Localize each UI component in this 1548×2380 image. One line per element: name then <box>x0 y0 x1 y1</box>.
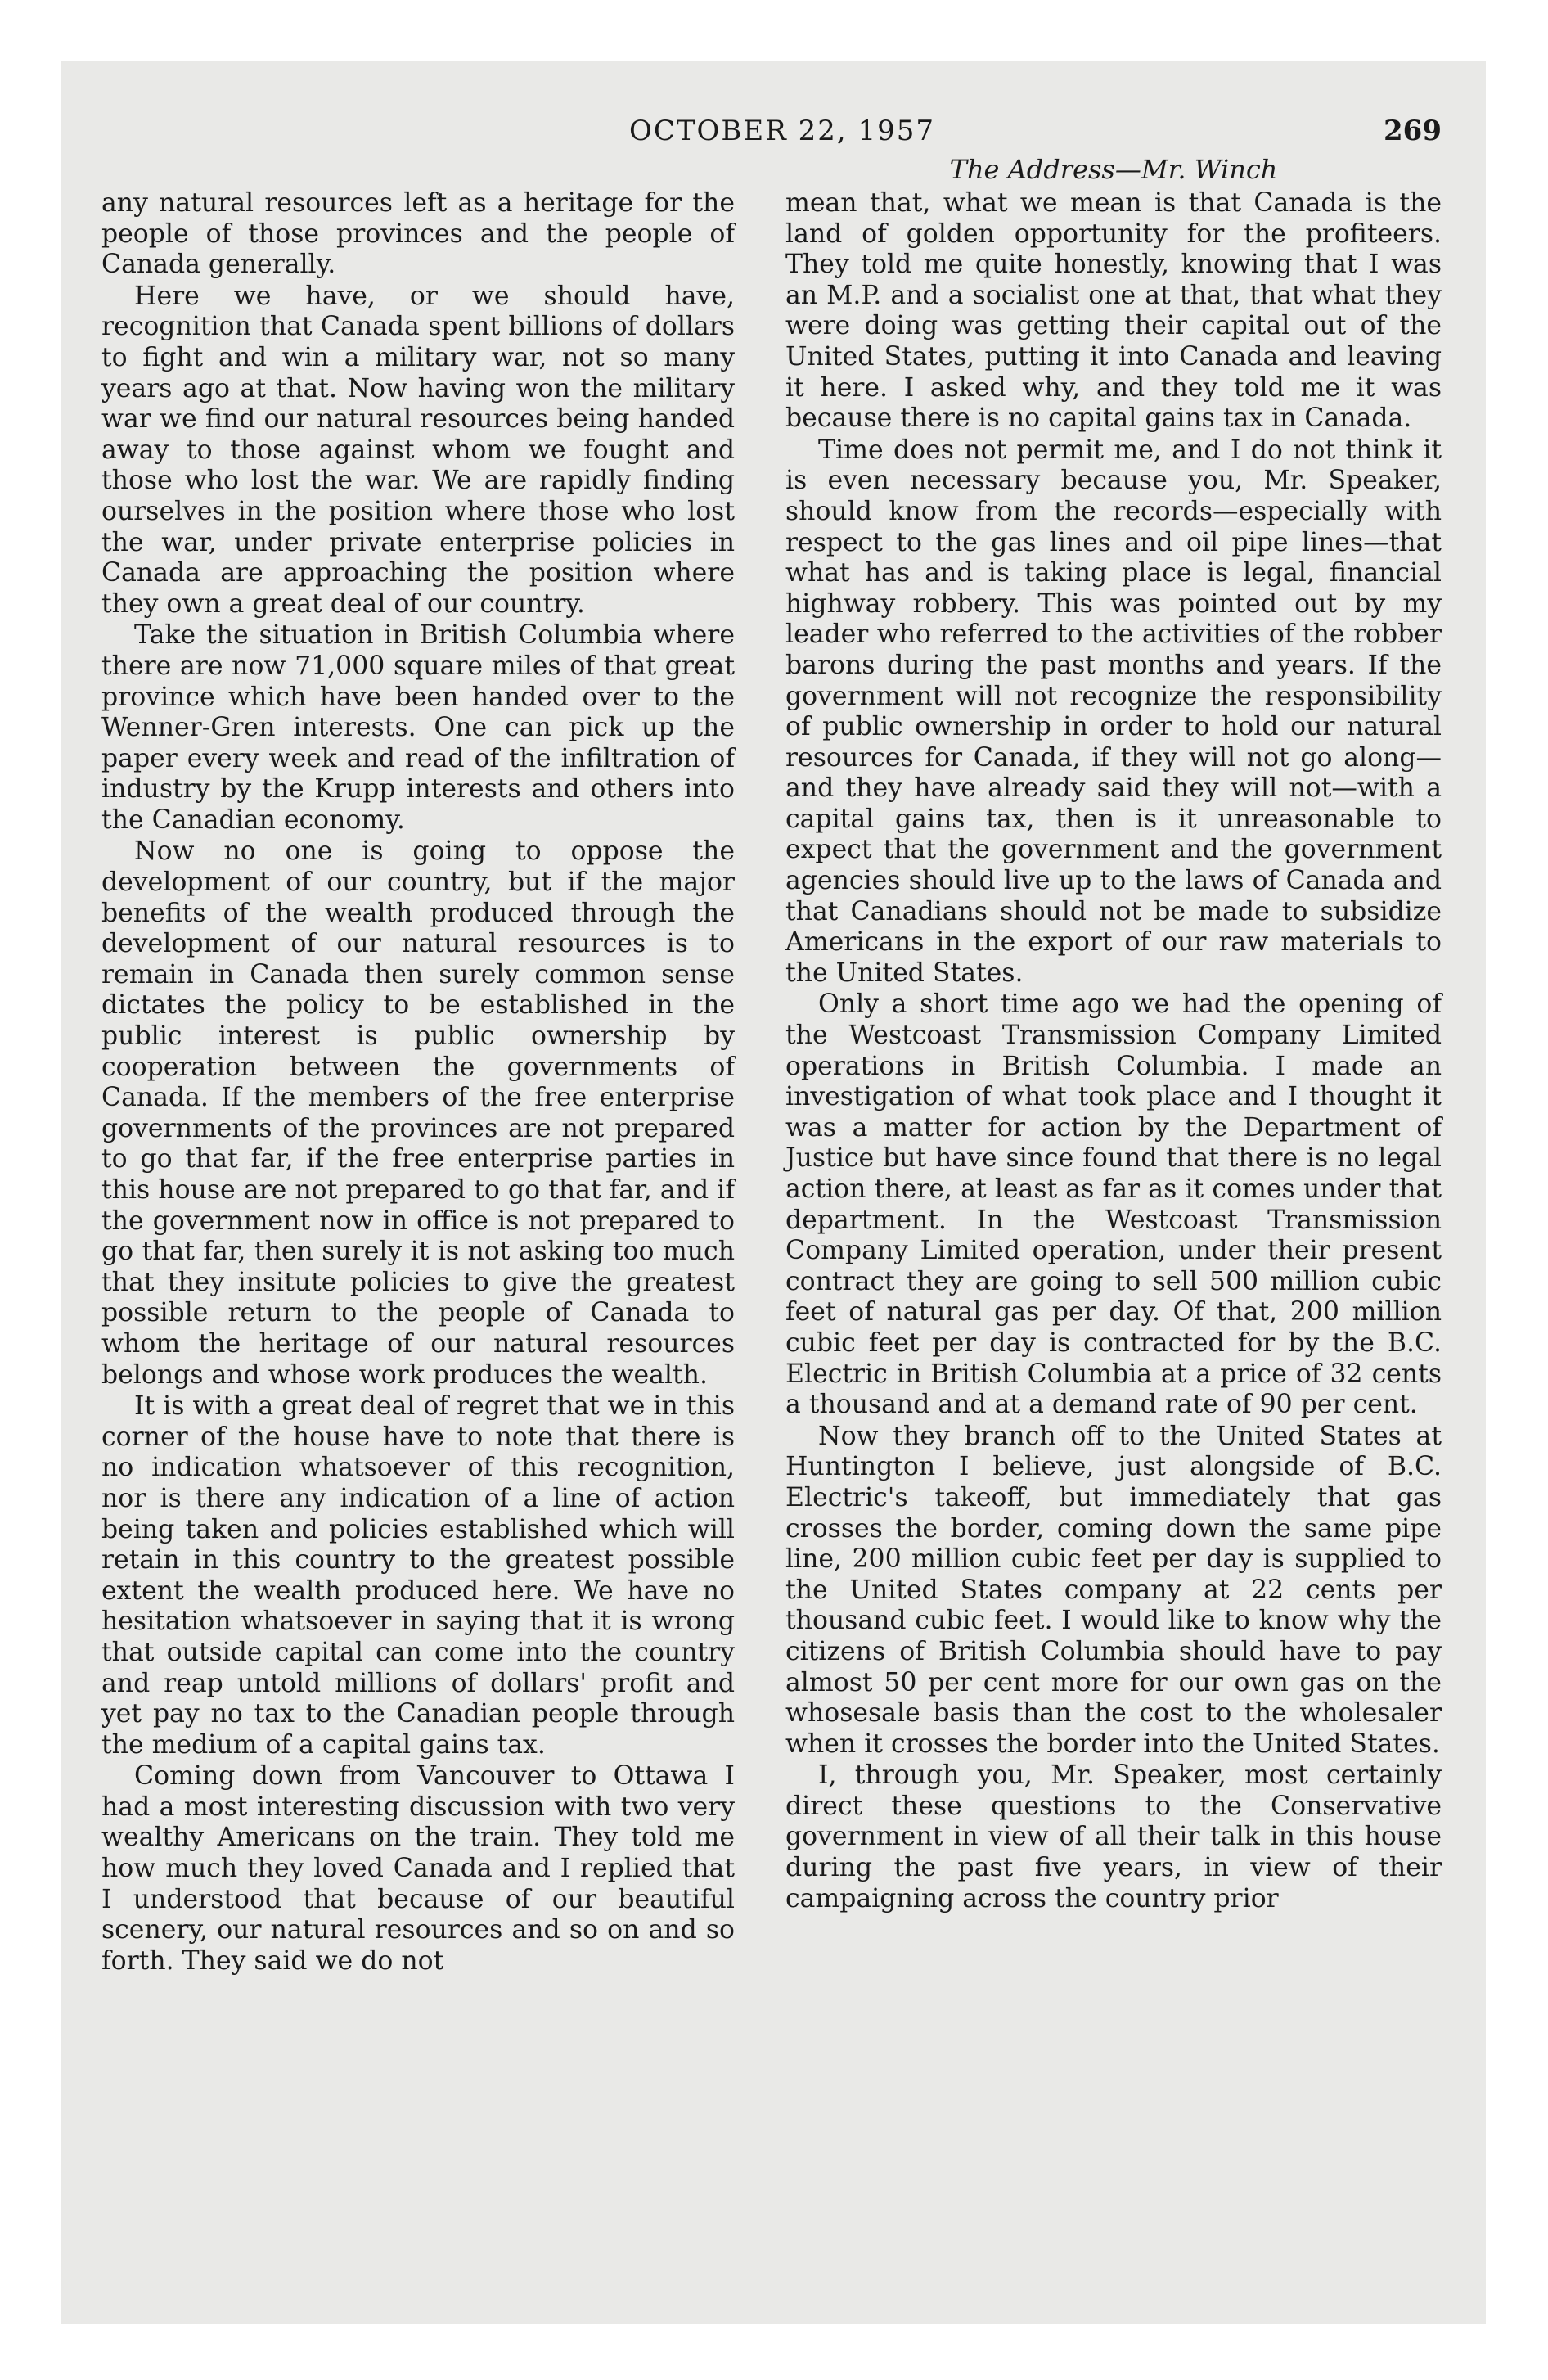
paragraph: Time does not permit me, and I do not think it is even necessary because you, Mr. Speaker, should know from the records—especially with respect to the gas lines and oil pipe lines—that what has and is taking place is legal, financial highway robbery. This was pointed out by my leader who referred to the activities of the robber barons during the past months and years. If the government will not recognize the responsibility of public ownership in order to hold our natural resources for Canada, if they will not go along—and they have already said they will not—with a capital gains tax, then is it unreasonable to expect that the government and the government agencies should live up to the laws of Canada and that Canadians should not be made to subsidize Americans in the export of our raw materials to the United States. <box>785 435 1442 988</box>
paragraph: Coming down from Vancouver to Ottawa I had a most interesting discussion with two very wealthy Americans on the train. They told me how much they loved Canada and I replied that I understood that because of our beautiful scenery, our natural resources and so on and so forth. They said we do not <box>101 1761 735 1976</box>
page-header <box>123 115 1442 156</box>
paragraph: mean that, what we mean is that Canada is the land of golden opportunity for the profiteers. They told me quite honestly, knowing that I was an M.P. and a socialist one at that, that what they were doing was getting their capital out of the United States, putting it into Canada and leaving it here. I asked why, and they told me it was because there is no capital gains tax in Canada. <box>785 188 1442 434</box>
paragraph: It is with a great deal of regret that we in this corner of the house have to note that there is no indication whatsoever of this recognition, nor is there any indication of a line of action being taken and policies established which will retain in this country to the greatest possible extent the wealth produced here. We have no hesitation whatsoever in saying that it is wrong that outside capital can come into the country and reap untold millions of dollars' profit and yet pay no tax to the Canadian people through the medium of a capital gains tax. <box>101 1391 735 1760</box>
paragraph: Only a short time ago we had the opening of the Westcoast Transmission Company Limited operations in British Columbia. I made an investigation of what took place and I thought it was a matter for action by the Department of Justice but have since found that there is no legal action there, at least as far as it comes under that department. In the Westcoast Transmission Company Limited operation, under their present contract they are going to sell 500 million cubic feet of natural gas per day. Of that, 200 million cubic feet per day is contracted for by the B.C. Electric in British Columbia at a price of 32 cents a thousand and at a demand rate of 90 per cent. <box>785 989 1442 1420</box>
right-column <box>785 188 1442 1915</box>
paragraph: Now no one is going to oppose the development of our country, but if the major benefits of the wealth produced through the development of our natural resources is to remain in Canada then surely common sense dictates the policy to be established in the public interest is public ownership by cooperation between the governments of Canada. If the members of the free enterprise governments of the provinces are not prepared to go that far, if the free enterprise parties in this house are not prepared to go that far, and if the government now in office is not prepared to go that far, then surely it is not asking too much that they insitute policies to give the greatest possible return to the people of Canada to whom the heritage of our natural resources belongs and whose work produces the wealth. <box>101 836 735 1390</box>
paragraph: any natural resources left as a heritage for the people of those provinces and the people of Canada generally. <box>101 188 735 280</box>
paragraph: Here we have, or we should have, recognition that Canada spent billions of dollars to fight and win a military war, not so many years ago at that. Now having won the military war we find our natural resources being handed away to those against whom we fought and those who lost the war. We are rapidly finding ourselves in the position where those who lost the war, under private enterprise policies in Canada are approaching the position where they own a great deal of our country. <box>101 281 735 619</box>
paragraph: Now they branch off to the United States at Huntington I believe, just alongside of B.C. Electric's takeoff, but immediately that gas crosses the border, coming down the same pipe line, 200 million cubic feet per day is supplied to the United States company at 22 cents per thousand cubic feet. I would like to know why the citizens of British Columbia should have to pay almost 50 per cent more for our own gas on the whosesale basis than the cost to the wholesaler when it crosses the border into the United States. <box>785 1421 1442 1759</box>
page-date: OCTOBER 22, 1957 <box>628 115 936 147</box>
paragraph: I, through you, Mr. Speaker, most certainly direct these questions to the Conservative government in view of all their talk in this house during the past five years, in view of their campaigning across the country prior <box>785 1760 1442 1913</box>
running-title: The Address—Mr. Winch <box>949 154 1278 185</box>
page-number: 269 <box>1384 115 1442 147</box>
paragraph: Take the situation in British Columbia where there are now 71,000 square miles of that great province which have been handed over to the Wenner-Gren interests. One can pick up the paper every week and read of the infiltration of industry by the Krupp interests and others into the Canadian economy. <box>101 620 735 835</box>
left-column <box>101 188 735 1977</box>
